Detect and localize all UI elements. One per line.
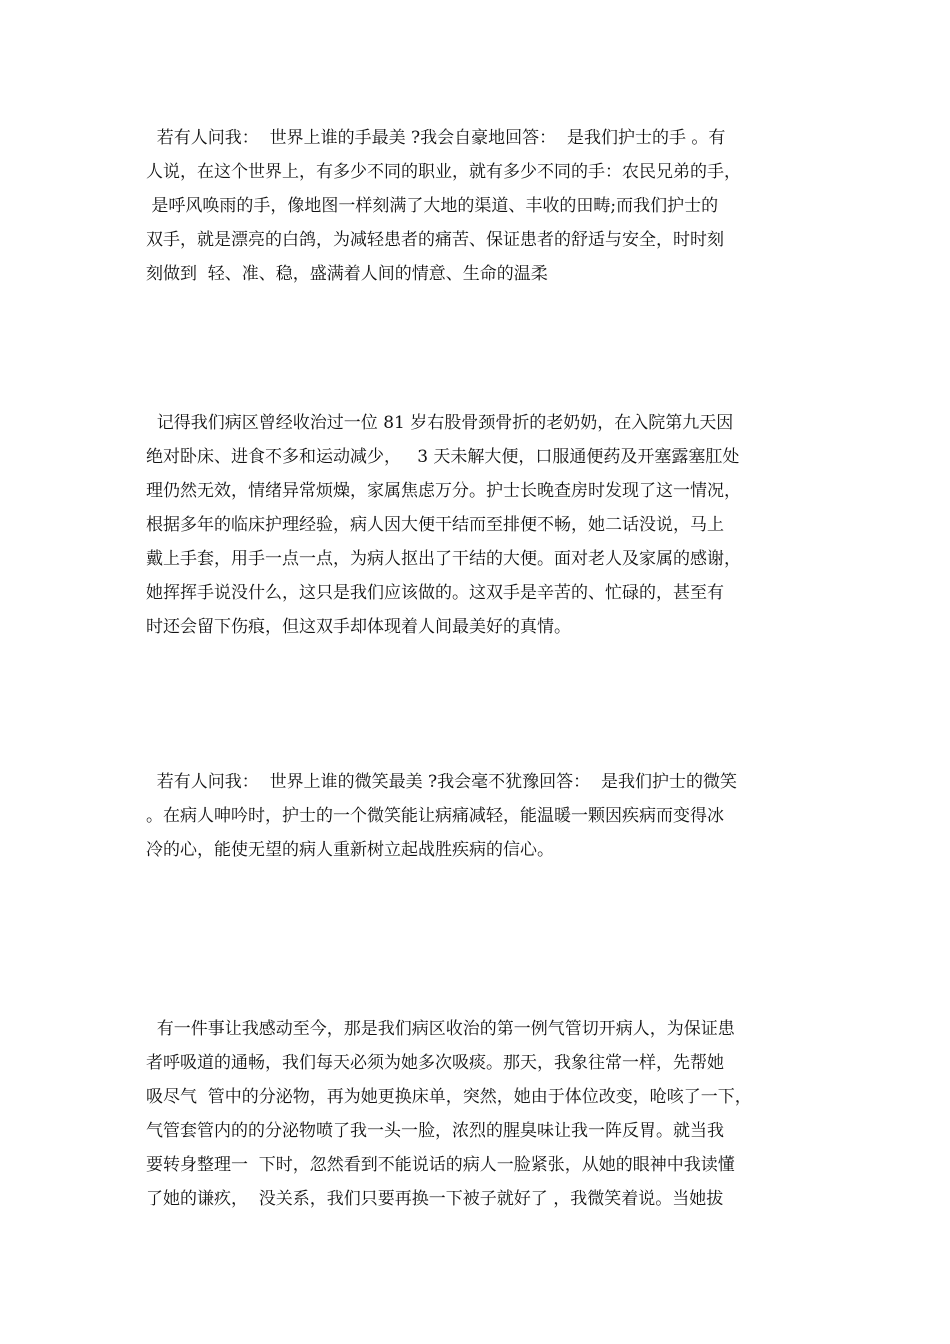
text-line: 气管套管内的的分泌物喷了我一头一脸，浓烈的腥臭味让我一阵反胃。就当我 [146,1121,724,1141]
text-line: 她挥挥手说没什么，这只是我们应该做的。这双手是辛苦的、忙碌的，甚至有 [146,583,724,603]
text-line: 人说，在这个世界上，有多少不同的职业，就有多少不同的手：农民兄弟的手， [146,162,741,182]
text-line: 是呼风唤雨的手，像地图一样刻满了大地的渠道、丰收的田畴;而我们护士的 [146,196,719,216]
text-line: 冷的心，能使无望的病人重新树立起战胜疾病的信心。 [146,840,554,860]
paragraph-tracheotomy-story [146,1012,806,1216]
paragraph-elderly-patient-story [146,406,806,644]
paragraph-nurse-hands [146,121,806,291]
text-line: 若有人问我： 世界上谁的微笑最美 ?我会毫不犹豫回答： 是我们护士的微笑 [146,772,737,792]
text-line: 双手，就是漂亮的白鸽，为减轻患者的痛苦、保证患者的舒适与安全，时时刻 [146,230,724,250]
text-line: 刻做到 轻、准、稳，盛满着人间的情意、生命的温柔 [146,264,548,284]
text-line: 者呼吸道的通畅，我们每天必须为她多次吸痰。那天，我象往常一样，先帮她 [146,1053,724,1073]
text-line: 。在病人呻吟时，护士的一个微笑能让病痛减轻，能温暖一颗因疾病而变得冰 [146,806,724,826]
text-line: 吸尽气 管中的分泌物，再为她更换床单，突然，她由于体位改变，呛咳了一下， [146,1087,752,1107]
text-line: 若有人问我： 世界上谁的手最美 ?我会自豪地回答： 是我们护士的手 。有 [146,128,726,148]
text-line: 有一件事让我感动至今，那是我们病区收治的第一例气管切开病人，为保证患 [146,1019,735,1039]
text-line: 了她的谦疚， 没关系，我们只要再换一下被子就好了 ，我微笑着说。当她拔 [146,1189,724,1209]
text-line: 理仍然无效，情绪异常烦燥，家属焦虑万分。护士长晚查房时发现了这一情况， [146,481,741,501]
text-line: 戴上手套，用手一点一点，为病人抠出了干结的大便。面对老人及家属的感谢， [146,549,741,569]
paragraph-nurse-smile [146,765,806,867]
text-line: 绝对卧床、进食不多和运动减少， 3 天未解大便，口服通便药及开塞露塞肛处 [146,447,740,467]
text-line: 要转身整理一 下时，忽然看到不能说话的病人一脸紧张，从她的眼神中我读懂 [146,1155,735,1175]
text-line: 时还会留下伤痕，但这双手却体现着人间最美好的真情。 [146,617,571,637]
text-line: 根据多年的临床护理经验，病人因大便干结而至排便不畅，她二话没说，马上 [146,515,724,535]
text-line: 记得我们病区曾经收治过一位 81 岁右股骨颈骨折的老奶奶，在入院第九天因 [146,413,734,433]
